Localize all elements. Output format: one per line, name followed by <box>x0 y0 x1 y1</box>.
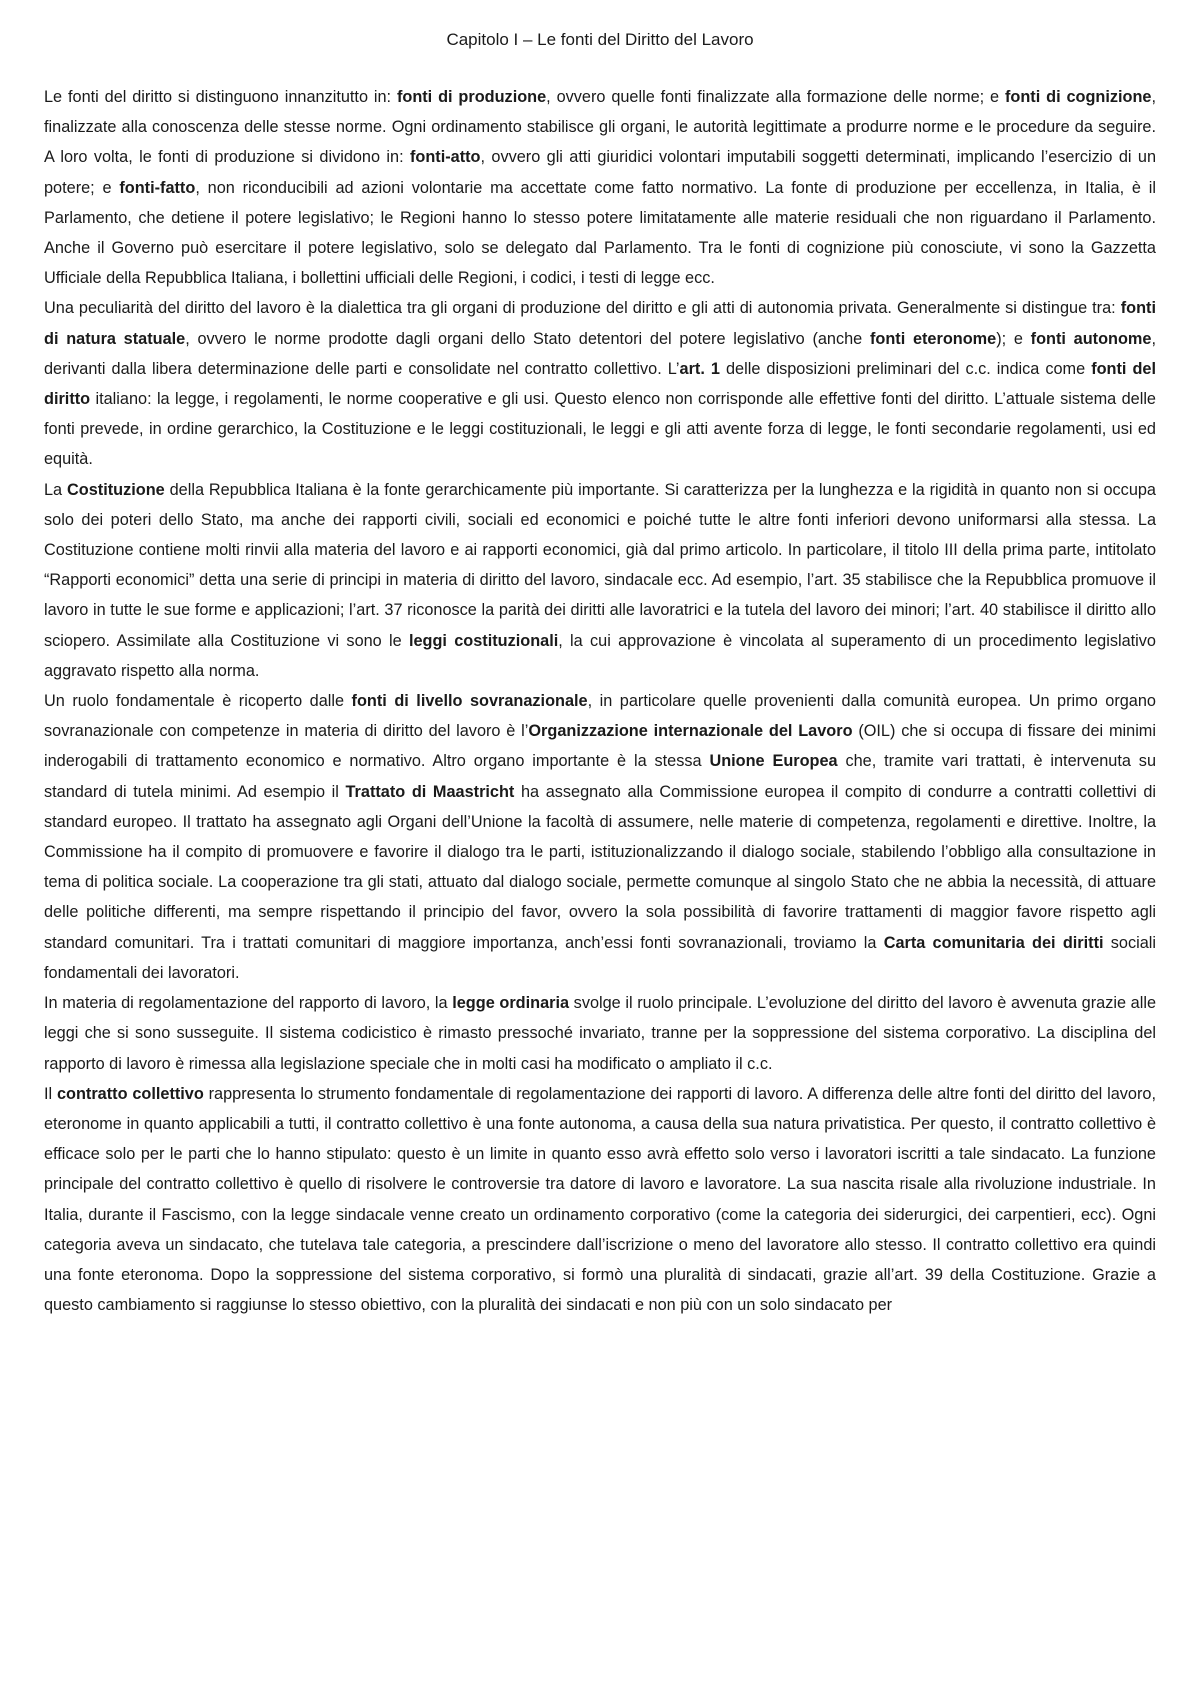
text-run: (OIL) che si occupa di fissare dei minimi inderogabili di trattamento economico e normativo. Altro organo importante è la stessa <box>44 722 1156 771</box>
text-run: ); e <box>996 329 1031 348</box>
bold-term: Costituzione <box>67 480 165 499</box>
text-run: , derivanti dalla libera determinazione delle parti e consolidate nel contratto collettivo. L’ <box>44 329 1156 378</box>
text-run: svolge il ruolo principale. L’evoluzione del diritto del lavoro è avvenuta grazie alle leggi che si sono susseguite. Il sistema codicistico è rimasto pressoché invariato, tranne per la soppressione del sistema corporativo. La disciplina del rapporto di lavoro è rimessa alla legislazione speciale che in molti casi ha modificato o ampliato il c.c. <box>44 994 1156 1073</box>
text-run: , ovvero le norme prodotte dagli organi dello Stato detentori del potere legislativo (anche <box>185 329 870 348</box>
text-run: Un ruolo fondamentale è ricoperto dalle <box>44 692 352 711</box>
bold-term: Organizzazione internazionale del Lavoro <box>528 722 853 741</box>
paragraph <box>44 988 1156 1079</box>
bold-term: leggi costituzionali <box>408 631 559 650</box>
text-run: La <box>44 480 68 499</box>
bold-term: fonti di produzione <box>396 88 547 106</box>
bold-term: fonti di natura statuale <box>44 299 1156 348</box>
text-run: Le fonti del diritto si distinguono innanzitutto in: <box>44 88 397 106</box>
bold-term: fonti autonome <box>1030 329 1152 348</box>
text-run: Una peculiarità del diritto del lavoro è la dialettica tra gli organi di produzione del diritto e gli atti di autonomia privata. Generalmente si distingue tra: <box>44 299 1121 318</box>
bold-term: fonti-fatto <box>119 178 196 197</box>
paragraph <box>44 686 1156 988</box>
bold-term: art. 1 <box>679 359 720 378</box>
bold-term: Trattato di Maastricht <box>345 782 515 801</box>
text-run: sociali fondamentali dei lavoratori. <box>44 933 1156 982</box>
paragraph <box>44 475 1156 686</box>
bold-term: fonti del diritto <box>44 359 1156 409</box>
text-run: italiano: la legge, i regolamenti, le norme cooperative e gli usi. Questo elenco non corrisponde alle effettive fonti del diritto. L’attuale sistema delle fonti prevede, in ordine gerarchico, la Costituzione e le leggi costituzionali, le leggi e gli atti avente forza di legge, le fonti secondarie regolamenti, usi ed equità. <box>44 390 1156 469</box>
paragraph <box>44 293 1156 474</box>
paragraph <box>44 82 1156 293</box>
text-run: In materia di regolamentazione del rapporto di lavoro, la <box>44 994 453 1013</box>
text-run: , non riconducibili ad azioni volontarie ma accettate come fatto normativo. La fonte di produzione per eccellenza, in Italia, è il Parlamento, che detiene il potere legislativo; le Regioni hanno lo stesso potere limitatamente alle materie residuali che non riguardano il Parlamento. Anche il Governo può esercitare il potere legislativo, solo se delegato dal Parlamento. Tra le fonti di cognizione più conosciute, vi sono la Gazzetta Ufficiale della Repubblica Italiana, i bollettini ufficiali delle Regioni, i codici, i testi di legge ecc. <box>44 178 1156 288</box>
text-run: ha assegnato alla Commissione europea il compito di condurre a contratti collettivi di standard europeo. Il trattato ha assegnato agli Organi dell’Unione la facoltà di assumere, nelle materie di competenza, regolamenti e direttive. Inoltre, la Commissione ha il compito di promuovere e favorire il dialogo tra le parti, istituzionalizzando il dialogo sociale, stabilendo l’obbligo alla consultazione in tema di politica sociale. La cooperazione tra gli stati, attuato dal dialogo sociale, permette comunque al singolo Stato che ne abbia la necessità, di attuare delle politiche differenti, ma sempre rispettando il principio del favor, ovvero la sola possibilità di favorire trattamenti di maggior favore rispetto agli standard comunitari. Tra i trattati comunitari di maggiore importanza, anch’essi fonti sovranazionali, troviamo la <box>44 782 1157 952</box>
text-run: , in particolare quelle provenienti dalla comunità europea. Un primo organo sovranazionale con competenze in materia di diritto del lavoro è l’ <box>44 692 1156 741</box>
text-run: rappresenta lo strumento fondamentale di regolamentazione dei rapporti di lavoro. A differenza delle altre fonti del diritto del lavoro, eteronome in quanto applicabili a tutti, il contratto collettivo è una fonte autonoma, a causa della sua natura privatistica. Per questo, il contratto collettivo è efficace solo per le parti che lo hanno stipulato: questo è un limite in quanto esso avrà effetto solo verso i lavoratori iscritti a tale sindacato. La funzione principale del contratto collettivo è quello di risolvere le controversie tra datore di lavoro e lavoratore. La sua nascita risale alla rivoluzione industriale. In Italia, durante il Fascismo, con la legge sindacale venne creato un ordinamento corporativo (come la categoria dei siderurgici, dei carpentieri, ecc). Ogni categoria aveva un sindacato, che tutelava tale categoria, a prescindere dall’iscrizione o meno del lavoratore allo stesso. Il contratto collettivo era quindi una fonte eteronoma. Dopo la soppressione del sistema corporativo, si formò una pluralità di sindacati, grazie all’art. 39 della Costituzione. Grazie a questo cambiamento si raggiunse lo stesso obiettivo, con la pluralità dei sindacati e non più con un solo sindacato per <box>44 1084 1156 1315</box>
text-run: della Repubblica Italiana è la fonte gerarchicamente più importante. Si caratterizza per la lunghezza e la rigidità in quanto non si occupa solo dei poteri dello Stato, ma anche dei rapporti civili, sociali ed economici e poiché tutte le altre fonti inferiori devono uniformarsi alla stessa. La Costituzione contiene molti rinvii alla materia del lavoro e ai rapporti economici, già dal primo articolo. In particolare, il titolo III della prima parte, intitolato “Rapporti economici” detta una serie di principi in materia di diritto del lavoro, sindacale ecc. Ad esempio, l’art. 35 stabilisce che la Repubblica promuove il lavoro in tutte le sue forme e applicazioni; l’art. 37 riconosce la parità dei diritti alle lavoratrici e la tutela del lavoro dei minori; l’art. 40 stabilisce il diritto allo sciopero. Assimilate alla Costituzione vi sono le <box>44 480 1156 650</box>
bold-term: fonti di livello sovranazionale <box>351 692 588 711</box>
document-body <box>44 82 1156 1320</box>
text-run: delle disposizioni preliminari del c.c. indica come <box>719 359 1092 378</box>
text-run: , la cui approvazione è vincolata al superamento di un procedimento legislativo aggravato rispetto alla norma. <box>44 631 1156 680</box>
chapter-title: Capitolo I – Le fonti del Diritto del Lavoro <box>446 30 754 49</box>
bold-term: contratto collettivo <box>56 1084 204 1103</box>
bold-term: fonti-atto <box>409 148 481 167</box>
bold-term: Unione Europea <box>709 752 838 771</box>
bold-term: fonti di cognizione <box>1004 88 1152 106</box>
text-run: Il <box>44 1084 57 1103</box>
text-run: che, tramite vari trattati, è intervenuta su standard di tutela minimi. Ad esempio il <box>44 752 1157 801</box>
paragraph <box>44 1079 1156 1321</box>
bold-term: Carta comunitaria dei diritti <box>883 933 1104 952</box>
bold-term: fonti eteronome <box>869 329 997 348</box>
text-run: , ovvero quelle fonti finalizzate alla formazione delle norme; e <box>546 88 1005 106</box>
text-run: , finalizzate alla conoscenza delle stesse norme. Ogni ordinamento stabilisce gli organi, le autorità legittimate a produrre norme e le procedure da seguire. A loro volta, le fonti di produzione si dividono in: <box>44 88 1157 167</box>
text-run: , ovvero gli atti giuridici volontari imputabili soggetti determinati, implicando l’esercizio di un potere; e <box>44 148 1156 197</box>
bold-term: legge ordinaria <box>452 994 570 1013</box>
